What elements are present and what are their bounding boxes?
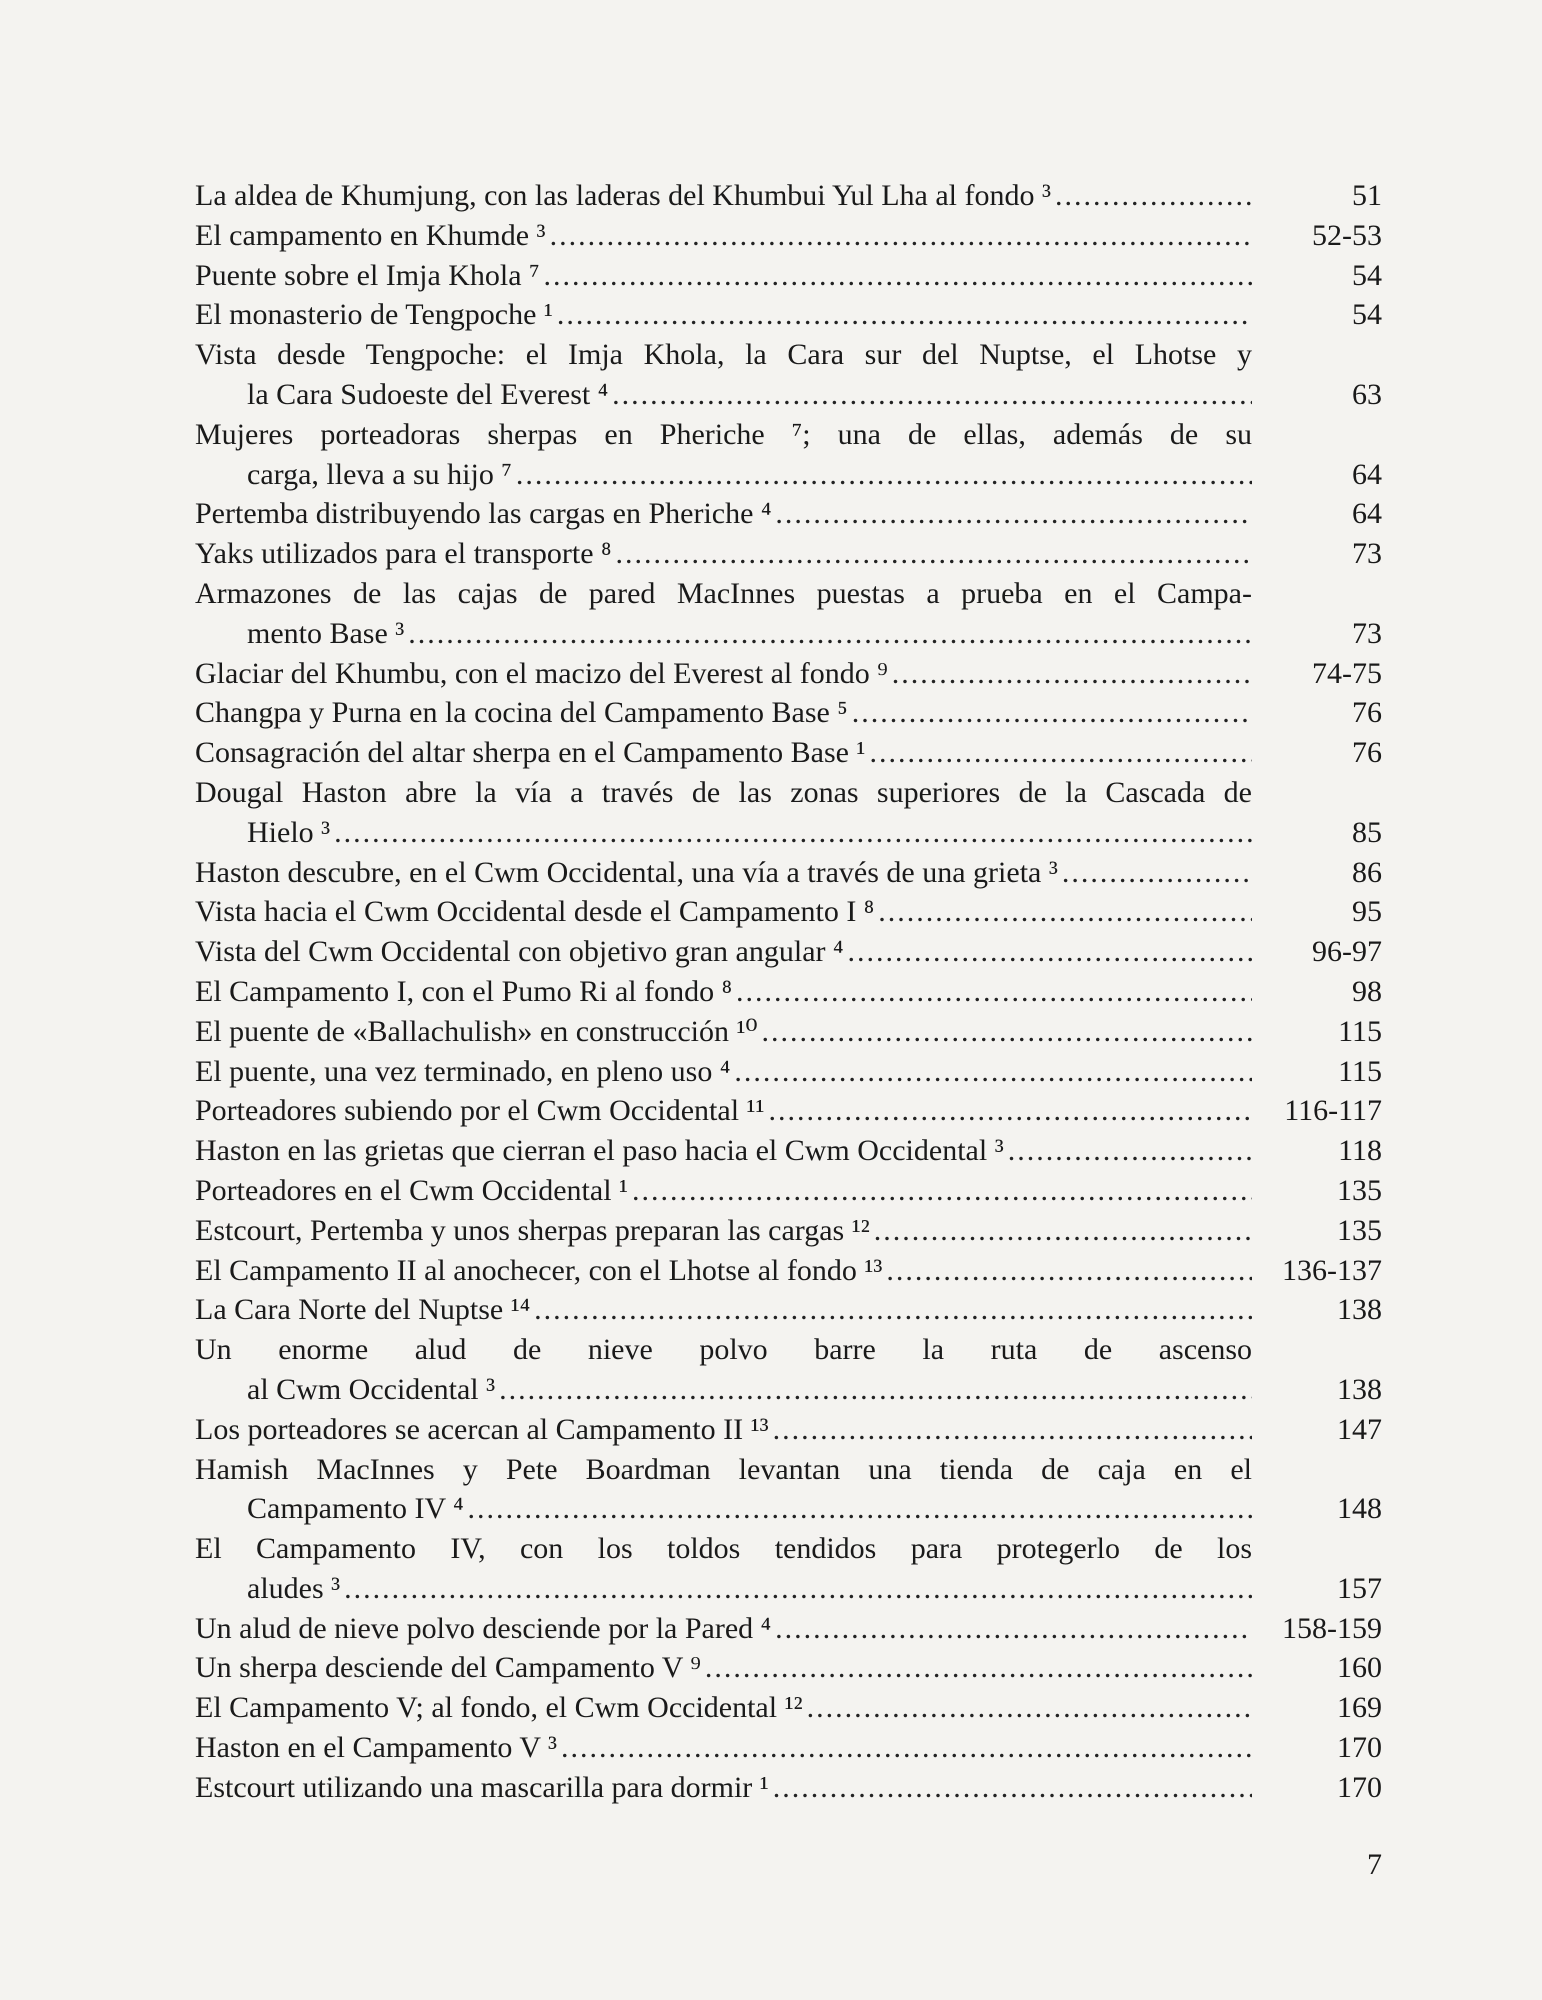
dot-leader xyxy=(1051,176,1252,216)
dot-leader xyxy=(608,375,1252,415)
entry-page-number: 118 xyxy=(1338,1134,1382,1168)
entry-caption: Haston en el Campamento V ³ xyxy=(195,1731,557,1765)
list-item xyxy=(195,693,1382,733)
dot-leader xyxy=(628,1171,1252,1211)
dot-leader xyxy=(843,932,1252,972)
entry-caption: Un enorme alud de nieve polvo barre la ruta de ascenso xyxy=(195,1333,1252,1367)
list-item xyxy=(195,216,1382,256)
entry-caption: Haston descubre, en el Cwm Occidental, una vía a través de una grieta ³ xyxy=(195,855,1058,889)
entry-caption: aludes ³ xyxy=(247,1571,341,1605)
list-item xyxy=(195,1648,1382,1688)
entry-line xyxy=(195,1410,1382,1450)
list-item xyxy=(195,1529,1382,1609)
entry-caption: Haston en las grietas que cierran el paso hacia el Cwm Occidental ³ xyxy=(195,1134,1004,1168)
entry-line xyxy=(195,1052,1382,1092)
entry-page-number: 54 xyxy=(1352,298,1382,332)
dot-leader xyxy=(874,892,1252,932)
entry-caption: Vista del Cwm Occidental con objetivo gran angular ⁴ xyxy=(195,935,844,969)
list-item xyxy=(195,415,1382,495)
entry-line xyxy=(195,1768,1382,1808)
entry-page-number: 170 xyxy=(1337,1731,1382,1765)
entry-continuation-line xyxy=(195,813,1382,853)
entry-line xyxy=(195,1609,1382,1649)
dot-leader xyxy=(701,1648,1252,1688)
entry-page-number: 138 xyxy=(1337,1372,1382,1406)
entry-page-number: 135 xyxy=(1337,1213,1382,1247)
entry-page-number: 115 xyxy=(1338,1054,1382,1088)
entry-caption: El Campamento II al anochecer, con el Lhotse al fondo ¹³ xyxy=(195,1253,883,1287)
entry-caption: Estcourt utilizando una mascarilla para dormir ¹ xyxy=(195,1770,769,1804)
entry-caption: La Cara Norte del Nuptse ¹⁴ xyxy=(195,1293,531,1327)
entry-caption: Mujeres porteadoras sherpas en Pheriche ⁷; una de ellas, además de su xyxy=(195,417,1252,451)
list-item xyxy=(195,534,1382,574)
entry-line xyxy=(195,295,1382,335)
entry-page-number: 73 xyxy=(1352,537,1382,571)
entry-caption: El campamento en Khumde ³ xyxy=(195,218,546,252)
list-item xyxy=(195,892,1382,932)
list-item xyxy=(195,1091,1382,1131)
dot-leader xyxy=(530,1290,1252,1330)
entry-line xyxy=(195,1648,1382,1688)
list-item xyxy=(195,335,1382,415)
entry-caption: El puente, una vez terminado, en pleno uso ⁴ xyxy=(195,1054,731,1088)
entry-caption: la Cara Sudoeste del Everest ⁴ xyxy=(247,377,609,411)
entry-page-number: 85 xyxy=(1352,815,1382,849)
entry-caption: Dougal Haston abre la vía a través de las zonas superiores de la Cascada de xyxy=(195,775,1252,809)
dot-leader xyxy=(870,1211,1252,1251)
dot-leader xyxy=(803,1688,1252,1728)
dot-leader xyxy=(769,1768,1252,1808)
entry-caption: Porteadores subiendo por el Cwm Occidental ¹¹ xyxy=(195,1094,765,1128)
list-item xyxy=(195,295,1382,335)
dot-leader xyxy=(769,1410,1252,1450)
entry-line xyxy=(195,1171,1382,1211)
list-item xyxy=(195,1052,1382,1092)
list-item xyxy=(195,1330,1382,1410)
entry-line xyxy=(195,1091,1382,1131)
entry-line xyxy=(195,853,1382,893)
dot-leader xyxy=(1004,1131,1252,1171)
entry-line xyxy=(195,932,1382,972)
list-item xyxy=(195,1450,1382,1530)
dot-leader xyxy=(848,693,1252,733)
dot-leader xyxy=(765,1091,1252,1131)
entry-continuation-line xyxy=(195,375,1382,415)
entry-caption: El Campamento IV, con los toldos tendidos para protegerlo de los xyxy=(195,1532,1252,1566)
entry-caption: carga, lleva a su hijo ⁷ xyxy=(247,457,512,491)
entry-page-number: 54 xyxy=(1352,258,1382,292)
entry-page-number: 98 xyxy=(1352,974,1382,1008)
entry-continuation-line xyxy=(195,1569,1382,1609)
dot-leader xyxy=(464,1489,1252,1529)
entry-line xyxy=(195,176,1382,216)
list-item xyxy=(195,1768,1382,1808)
list-item xyxy=(195,1131,1382,1171)
entry-caption: Glaciar del Khumbu, con el macizo del Everest al fondo ⁹ xyxy=(195,656,888,690)
list-item xyxy=(195,972,1382,1012)
entry-line xyxy=(195,335,1382,375)
entry-page-number: 115 xyxy=(1338,1014,1382,1048)
entry-page-number: 63 xyxy=(1352,377,1382,411)
entry-page-number: 157 xyxy=(1337,1571,1382,1605)
entry-caption: La aldea de Khumjung, con las laderas del Khumbui Yul Lha al fondo ³ xyxy=(195,179,1051,212)
dot-leader xyxy=(540,256,1252,296)
list-item xyxy=(195,1688,1382,1728)
list-item xyxy=(195,176,1382,216)
entry-continuation-line xyxy=(195,1370,1382,1410)
dot-leader xyxy=(404,614,1252,654)
dot-leader xyxy=(546,216,1252,256)
list-item xyxy=(195,932,1382,972)
dot-leader xyxy=(553,295,1252,335)
entry-caption: El Campamento I, con el Pumo Ri al fondo ⁸ xyxy=(195,974,733,1008)
entry-caption: Puente sobre el Imja Khola ⁷ xyxy=(195,258,540,292)
illustrations-list xyxy=(195,176,1382,1808)
entry-caption: Vista hacia el Cwm Occidental desde el Campamento I ⁸ xyxy=(195,895,875,929)
list-item xyxy=(195,733,1382,773)
entry-page-number: 86 xyxy=(1352,855,1382,889)
entry-page-number: 136-137 xyxy=(1282,1253,1382,1287)
entry-caption: El puente de «Ballachulish» en construcción ¹⁰ xyxy=(195,1014,758,1048)
list-item xyxy=(195,1609,1382,1649)
list-item xyxy=(195,494,1382,534)
entry-caption: mento Base ³ xyxy=(247,616,405,650)
entry-caption: Pertemba distribuyendo las cargas en Pheriche ⁴ xyxy=(195,497,772,531)
entry-line xyxy=(195,415,1382,455)
entry-line xyxy=(195,1251,1382,1291)
list-item xyxy=(195,574,1382,654)
entry-line xyxy=(195,1290,1382,1330)
entry-line xyxy=(195,1330,1382,1370)
entry-page-number: 135 xyxy=(1337,1173,1382,1207)
entry-page-number: 96-97 xyxy=(1312,935,1382,969)
dot-leader xyxy=(888,654,1252,694)
entry-caption: Hielo ³ xyxy=(247,815,331,849)
entry-line xyxy=(195,972,1382,1012)
entry-page-number: 170 xyxy=(1337,1770,1382,1804)
entry-caption: El monasterio de Tengpoche ¹ xyxy=(195,298,553,332)
list-item xyxy=(195,853,1382,893)
entry-page-number: 76 xyxy=(1352,736,1382,770)
entry-line xyxy=(195,773,1382,813)
entry-continuation-line xyxy=(195,455,1382,495)
dot-leader xyxy=(758,1012,1252,1052)
entry-page-number: 158-159 xyxy=(1282,1611,1382,1645)
entry-caption: Vista desde Tengpoche: el Imja Khola, la Cara sur del Nuptse, el Lhotse y xyxy=(195,338,1252,372)
dot-leader xyxy=(732,972,1252,1012)
list-item xyxy=(195,1171,1382,1211)
entry-page-number: 76 xyxy=(1352,696,1382,730)
entry-caption: Los porteadores se acercan al Campamento II ¹³ xyxy=(195,1412,769,1446)
entry-page-number: 147 xyxy=(1337,1412,1382,1446)
dot-leader xyxy=(1058,853,1252,893)
list-item xyxy=(195,256,1382,296)
list-item xyxy=(195,1290,1382,1330)
entry-page-number: 138 xyxy=(1337,1293,1382,1327)
entry-page-number: 73 xyxy=(1352,616,1382,650)
entry-page-number: 52-53 xyxy=(1312,218,1382,252)
list-item xyxy=(195,1211,1382,1251)
entry-line xyxy=(195,1688,1382,1728)
list-item xyxy=(195,654,1382,694)
entry-caption: Yaks utilizados para el transporte ⁸ xyxy=(195,537,612,571)
entry-caption: El Campamento V; al fondo, el Cwm Occidental ¹² xyxy=(195,1691,803,1725)
entry-caption: Campamento IV ⁴ xyxy=(247,1492,464,1526)
entry-continuation-line xyxy=(195,1489,1382,1529)
dot-leader xyxy=(882,1251,1252,1291)
entry-caption: Un sherpa desciende del Campamento V ⁹ xyxy=(195,1651,701,1685)
entry-line xyxy=(195,1211,1382,1251)
entry-page-number: 74-75 xyxy=(1312,656,1382,690)
entry-caption: Un alud de nieve polvo desciende por la Pared ⁴ xyxy=(195,1611,772,1645)
entry-line xyxy=(195,216,1382,256)
list-item xyxy=(195,1410,1382,1450)
list-item xyxy=(195,1728,1382,1768)
entry-caption: Estcourt, Pertemba y unos sherpas preparan las cargas ¹² xyxy=(195,1213,870,1247)
entry-caption: Hamish MacInnes y Pete Boardman levantan una tienda de caja en el xyxy=(195,1452,1252,1486)
entry-line xyxy=(195,1131,1382,1171)
dot-leader xyxy=(330,813,1252,853)
entry-line xyxy=(195,256,1382,296)
entry-line xyxy=(195,693,1382,733)
entry-line xyxy=(195,1450,1382,1490)
entry-caption: Changpa y Purna en la cocina del Campamento Base ⁵ xyxy=(195,696,848,730)
entry-page-number: 160 xyxy=(1337,1651,1382,1685)
entry-page-number: 64 xyxy=(1352,497,1382,531)
entry-continuation-line xyxy=(195,614,1382,654)
entry-caption: al Cwm Occidental ³ xyxy=(247,1372,496,1406)
entry-line xyxy=(195,494,1382,534)
entry-caption: Porteadores en el Cwm Occidental ¹ xyxy=(195,1173,629,1207)
dot-leader xyxy=(771,494,1252,534)
dot-leader xyxy=(730,1052,1252,1092)
entry-page-number: 169 xyxy=(1337,1691,1382,1725)
dot-leader xyxy=(495,1370,1252,1410)
page-number: 7 xyxy=(1367,1848,1382,1881)
dot-leader xyxy=(611,534,1252,574)
dot-leader xyxy=(512,455,1252,495)
entry-line xyxy=(195,1529,1382,1569)
entry-line xyxy=(195,574,1382,614)
entry-page-number: 51 xyxy=(1352,179,1382,212)
entry-caption: Consagración del altar sherpa en el Campamento Base ¹ xyxy=(195,736,866,770)
list-item xyxy=(195,1251,1382,1291)
list-item xyxy=(195,1012,1382,1052)
entry-line xyxy=(195,654,1382,694)
dot-leader xyxy=(340,1569,1252,1609)
dot-leader xyxy=(771,1609,1252,1649)
entry-line xyxy=(195,1728,1382,1768)
entry-line xyxy=(195,534,1382,574)
entry-caption: Armazones de las cajas de pared MacInnes puestas a prueba en el Campa- xyxy=(195,576,1252,610)
entry-page-number: 116-117 xyxy=(1284,1094,1382,1128)
entry-line xyxy=(195,1012,1382,1052)
entry-line xyxy=(195,733,1382,773)
dot-leader xyxy=(865,733,1252,773)
entry-page-number: 64 xyxy=(1352,457,1382,491)
dot-leader xyxy=(557,1728,1252,1768)
entry-line xyxy=(195,892,1382,932)
entry-page-number: 95 xyxy=(1352,895,1382,929)
list-item xyxy=(195,773,1382,853)
entry-page-number: 148 xyxy=(1337,1492,1382,1526)
